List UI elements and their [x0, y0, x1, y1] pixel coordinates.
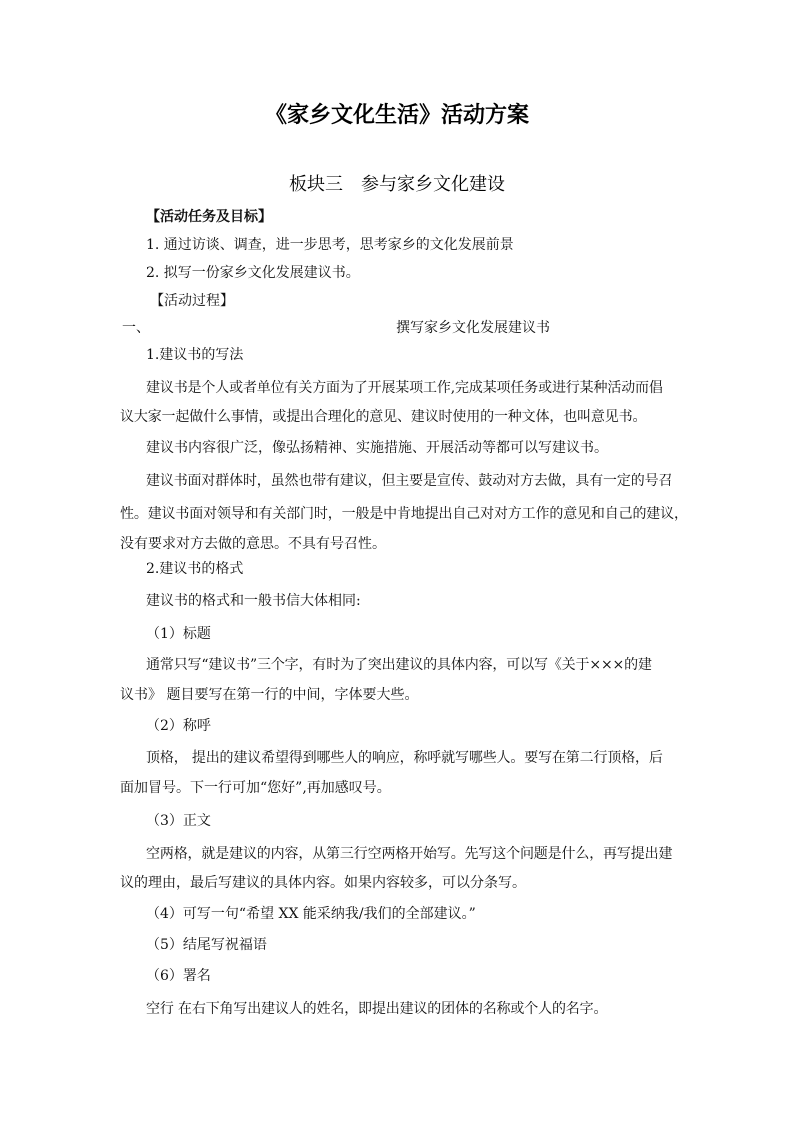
- item-3-line2: 议的理由，最后写建议的具体内容。如果内容较多，可以分条写。: [120, 875, 526, 891]
- format-intro: 建议书的格式和一般书信大体相同:: [146, 593, 361, 609]
- writing-method-heading: 1.建议书的写法: [146, 347, 244, 363]
- page-title: 《家乡文化生活》活动方案: [264, 102, 529, 128]
- item-5: （5）结尾写祝福语: [146, 937, 267, 953]
- process-heading: 【活动过程】: [150, 293, 234, 309]
- item-1-line2: 议书》 题目要写在第一行的中间，字体要大些。: [120, 687, 419, 703]
- task-item-2: 2. 拟写一份家乡文化发展建议书。: [146, 265, 360, 281]
- item-1-heading: （1）标题: [146, 626, 211, 642]
- item-6-heading: （6）署名: [146, 968, 211, 984]
- writing-method-para3-line3: 没有要求对方去做的意思。不具有号召性。: [120, 536, 386, 552]
- item-2-line2: 面加冒号。下一行可加“您好”,再加感叹号。: [120, 780, 391, 796]
- writing-method-para3-line1: 建议书面对群体时，虽然也带有建议，但主要是宣传、鼓动对方去做，具有一定的号召: [146, 473, 673, 489]
- writing-method-para1-line2: 议大家一起做什么事情，或提出合理化的意见、建议时使用的一种文体，也叫意见书。: [120, 409, 647, 425]
- item-2-line1: 顶格， 提出的建议希望得到哪些人的响应，称呼就写哪些人。要写在第二行顶格，后: [146, 750, 663, 766]
- task-heading: 【活动任务及目标】: [146, 209, 272, 225]
- item-3-line1: 空两格，就是建议的内容，从第三行空两格开始写。先写这个问题是什么，再写提出建: [146, 846, 673, 862]
- task-item-1: 1. 通过访谈、调查，进一步思考，思考家乡的文化发展前景: [146, 237, 514, 253]
- part-one-number: 一、: [122, 320, 150, 336]
- writing-method-para1-line1: 建议书是个人或者单位有关方面为了开展某项工作,完成某项任务或进行某种活动而倡: [146, 380, 663, 396]
- item-3-heading: （3）正文: [146, 813, 211, 829]
- item-4: （4）可写一句“希望 XX 能采纳我/我们的全部建议。”: [146, 906, 476, 922]
- format-heading: 2.建议书的格式: [146, 561, 244, 577]
- item-6-line1: 空行 在右下角写出建议人的姓名，即提出建议的团体的名称或个人的名字。: [146, 1001, 608, 1017]
- section-subtitle: 板块三 参与家乡文化建设: [289, 174, 505, 195]
- writing-method-para3-line2: 性。建议书面对领导和有关部门时，一般是中肯地提出自己对对方工作的意见和自己的建议，: [120, 506, 688, 522]
- item-1-line1: 通常只写“建议书”三个字，有时为了突出建议的具体内容，可以写《关于×××的建: [146, 657, 652, 673]
- item-2-heading: （2）称呼: [146, 718, 211, 734]
- part-one-title: 撰写家乡文化发展建议书: [396, 320, 550, 336]
- writing-method-para2: 建议书内容很广泛，像弘扬精神、实施措施、开展活动等都可以写建议书。: [146, 440, 608, 456]
